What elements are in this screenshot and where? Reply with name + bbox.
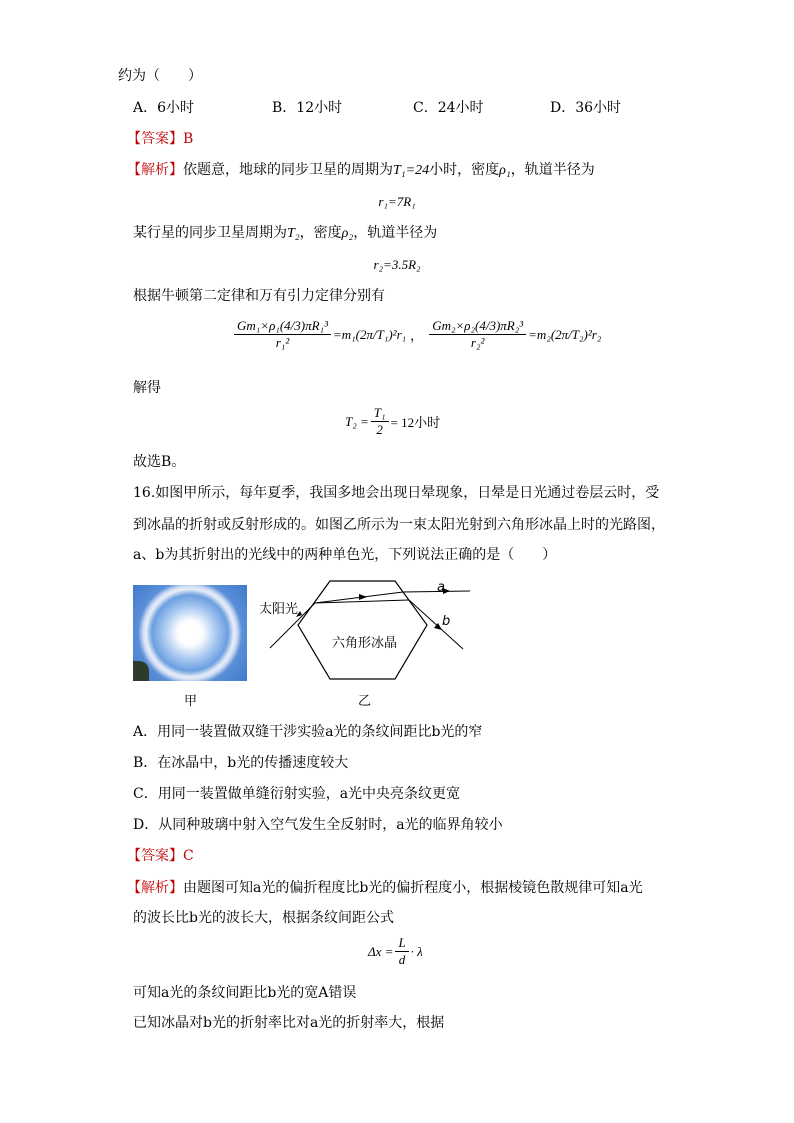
denominator: d <box>398 952 406 967</box>
text: ，密度 <box>299 225 342 241</box>
text: 依题意，地球的同步卫星的周期为 <box>183 162 393 178</box>
q15-analysis-line-1 <box>127 161 595 180</box>
q16-option-b: B．在冰晶中，b光的传播速度较大 <box>133 755 349 771</box>
text: 由题图可知a光的偏折程度比b光的偏折程度小，根据棱镜色散规律可知a光 <box>183 880 643 896</box>
lhs: T₂ = <box>345 413 369 429</box>
q16-option-d: D．从同种玻璃中射入空气发生全反射时，a光的临界角较小 <box>133 817 503 833</box>
q15-analysis-tag: 【解析】 <box>127 162 183 178</box>
q16-analysis-line-4: 已知冰晶对b光的折射率比对a光的折射率大，根据 <box>133 1015 445 1031</box>
denominator: r₁² <box>275 335 290 350</box>
numerator: T₁ <box>371 405 389 422</box>
numerator: Gm₁×ρ₁(4/3)πR₁³ <box>234 318 331 335</box>
q15-answer-tag: 【答案】 <box>127 131 183 147</box>
numerator: Gm₂×ρ₂(4/3)πR₂³ <box>429 318 526 335</box>
rhs: · λ <box>410 943 423 959</box>
rhs: = 12小时 <box>390 415 441 430</box>
q16-stem-line-1: 16.如图甲所示，每年夏季，我国多地会出现日晕现象，日晕是日光通过卷层云时，受 <box>133 485 660 501</box>
q15-analysis-line-2 <box>133 224 437 243</box>
q15-conclusion: 故选B。 <box>133 454 186 470</box>
lhs: Δx = <box>368 943 394 959</box>
tree-silhouette <box>133 661 149 681</box>
separator: ， <box>410 328 424 343</box>
t2: T₂ <box>287 226 300 241</box>
ray-a-label: a <box>437 580 445 595</box>
q15-stem-tail: 约为（ ） <box>118 68 202 84</box>
denominator: 2 <box>376 422 383 437</box>
q15-answer-value: B <box>183 131 194 147</box>
fringe-spacing-formula <box>368 935 423 968</box>
rhs: =m₁(2π/T₁)²r₁ <box>332 326 407 342</box>
q15-option-d: D．36小时 <box>550 100 622 116</box>
r1-formula: r₁=7R₁ <box>378 194 416 209</box>
q16-stem-line-2: 到冰晶的折射或反射形成的。如图乙所示为一束太阳光射到六角形冰晶上时的光路图， <box>133 517 665 533</box>
fraction <box>371 405 389 438</box>
ray-b-label: b <box>442 614 451 629</box>
q15-analysis-line-3: 根据牛顿第二定律和万有引力定律分别有 <box>133 288 385 304</box>
q16-analysis-line-3: 可知a光的条纹间距比b光的宽A错误 <box>133 985 357 1001</box>
t1-expr: T₁=24 <box>393 163 430 178</box>
halo-photo <box>133 585 247 681</box>
q15-option-a: A．6小时 <box>133 100 195 116</box>
solve-formula <box>345 405 440 438</box>
q16-analysis-tag: 【解析】 <box>127 880 183 896</box>
figure-b-caption: 乙 <box>358 694 372 709</box>
q15-answer <box>127 130 193 148</box>
fraction <box>395 935 408 968</box>
r2-formula: r₂=3.5R₂ <box>373 257 421 272</box>
text: 小时，密度 <box>429 162 500 178</box>
q16-stem-line-3: a、b为其折射出的光线中的两种单色光，下列说法正确的是（ ） <box>133 547 557 563</box>
fraction <box>234 318 331 351</box>
fraction <box>429 318 526 351</box>
crystal-label: 六角形冰晶 <box>332 636 398 651</box>
q16-analysis-line-1 <box>127 879 643 897</box>
sunlight-label: 太阳光 <box>259 602 299 617</box>
q16-option-a: A．用同一装置做双缝干涉实验a光的条纹间距比b光的窄 <box>133 724 483 740</box>
denominator: r₂² <box>470 335 485 350</box>
text: 某行星的同步卫星周期为 <box>133 225 287 241</box>
rho1: ρ₁ <box>499 163 511 178</box>
q16-answer <box>127 847 194 865</box>
text: ，轨道半径为 <box>353 225 438 241</box>
arrowhead <box>359 594 367 600</box>
q16-answer-value: C <box>183 848 194 864</box>
q16-analysis-line-2: 的波长比b光的波长大，根据条纹间距公式 <box>133 910 394 926</box>
q15-option-b: B．12小时 <box>272 100 343 116</box>
q15-analysis-line-4: 解得 <box>133 380 161 396</box>
q15-option-c: C．24小时 <box>413 100 484 116</box>
gravitation-formula <box>232 318 601 351</box>
q16-answer-tag: 【答案】 <box>127 848 183 864</box>
q16-option-c: C．用同一装置做单缝衍射实验，a光中央亮条纹更宽 <box>133 786 461 802</box>
figure-a-caption: 甲 <box>184 694 198 709</box>
rhs: =m₂(2π/T₂)²r₂ <box>528 326 602 342</box>
text: ，轨道半径为 <box>510 162 595 178</box>
rho2: ρ₂ <box>341 226 354 241</box>
numerator: L <box>395 935 408 952</box>
